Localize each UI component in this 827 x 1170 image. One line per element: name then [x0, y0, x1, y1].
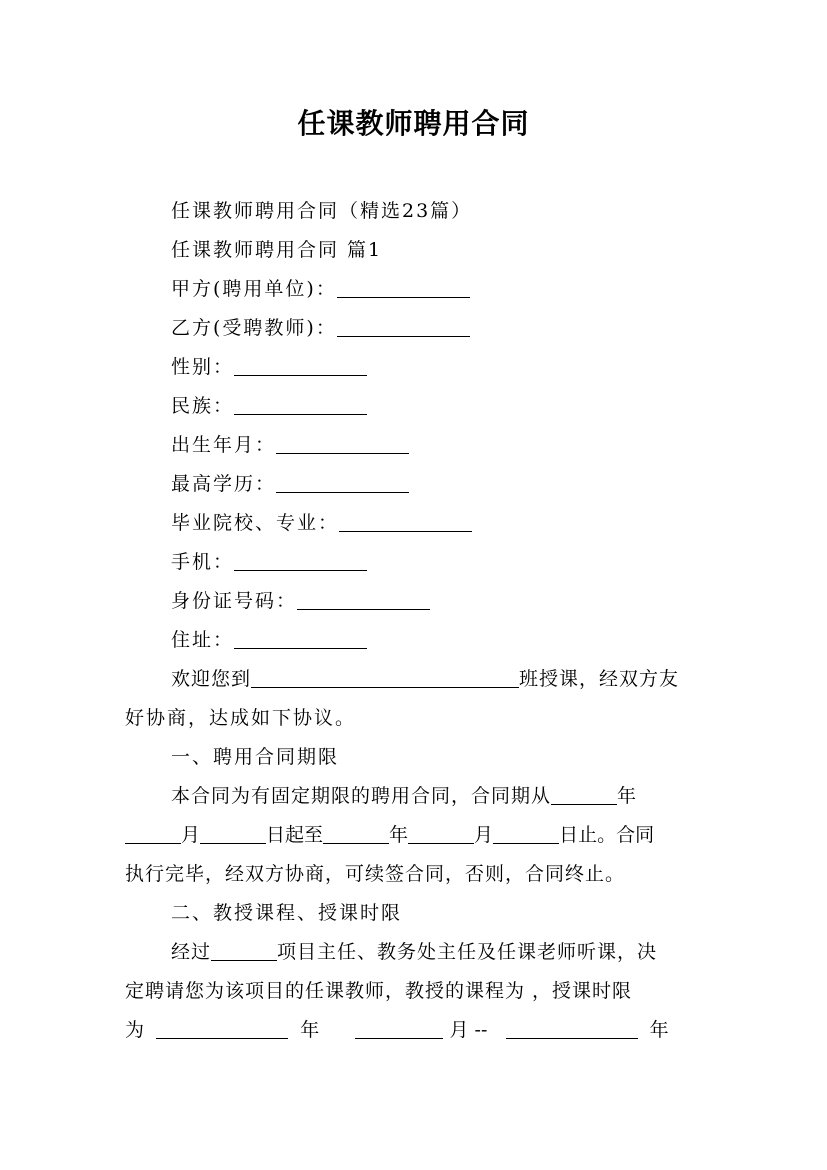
fill-blank [337, 277, 470, 298]
field-label: 最高学历： [171, 473, 277, 495]
field-label: 乙方(受聘教师)： [171, 317, 337, 339]
field-label: 身份证号码： [171, 590, 298, 612]
fill-blank [200, 823, 266, 844]
fill-blank [234, 628, 367, 649]
month-label: 月 -- [449, 1019, 488, 1041]
clause-1-line-1 [171, 782, 637, 810]
clause-2-line-2: 定聘请您为该项目的任课教师，教授的课程为 ，授课时限 [125, 980, 633, 1002]
field-id-number [171, 587, 430, 615]
fill-blank [551, 784, 617, 805]
clause-1-line-2 [125, 821, 701, 849]
fill-blank [337, 316, 470, 337]
field-label: 手机： [171, 551, 235, 573]
day-until-label: 日止。合同 [559, 824, 655, 846]
field-label: 出生年月： [171, 434, 277, 456]
section-heading: 任课教师聘用合同 篇1 [171, 239, 383, 261]
field-label: 毕业院校、专业： [171, 512, 340, 534]
fill-blank [251, 667, 519, 688]
clause-1-text: 本合同为有固定期限的聘用合同，合同期从 [171, 785, 552, 807]
clause-2-text-a: 经过 [171, 941, 212, 963]
fill-blank [408, 823, 474, 844]
field-phone [171, 548, 367, 576]
field-party-a [171, 275, 470, 303]
fill-blank [323, 823, 389, 844]
field-party-b [171, 314, 470, 342]
field-school-major [171, 509, 472, 537]
clause-2-text-b: 项目主任、教务处主任及任课老师听课，决 [277, 941, 658, 963]
welcome-text-a: 欢迎您到 [171, 668, 252, 690]
fill-blank [493, 823, 559, 844]
fill-blank [125, 823, 181, 844]
month-label: 月 [181, 824, 201, 846]
field-birth-date [171, 431, 409, 459]
fill-blank [355, 1018, 443, 1039]
field-address [171, 626, 367, 654]
month-label: 月 [474, 824, 494, 846]
fill-blank [276, 472, 409, 493]
field-ethnicity [171, 392, 367, 420]
clause-1-heading: 一、聘用合同期限 [171, 746, 340, 768]
clause-2-line-1 [171, 938, 657, 966]
fill-blank [506, 1018, 638, 1039]
field-label: 甲方(聘用单位)： [171, 278, 337, 300]
field-label: 民族： [171, 395, 235, 417]
clause-2-line-3 [125, 1016, 701, 1044]
year-label: 年 [649, 1019, 669, 1041]
welcome-text-b: 班授课，经双方友 [519, 668, 680, 690]
clause-2-text-wei: 为 [125, 1019, 145, 1041]
clause-1-line-3: 执行完毕，经双方协商，可续签合同，否则，合同终止。 [125, 863, 626, 885]
field-label: 性别： [171, 356, 235, 378]
fill-blank [234, 394, 367, 415]
field-label: 住址： [171, 629, 235, 651]
fill-blank [234, 355, 367, 376]
field-gender [171, 353, 367, 381]
welcome-line-1 [171, 665, 701, 693]
year-label: 年 [300, 1019, 320, 1041]
day-from-label: 日起至 [266, 824, 324, 846]
year-label: 年 [389, 824, 409, 846]
document-subtitle: 任课教师聘用合同（精选23篇） [171, 200, 473, 222]
fill-blank [276, 433, 409, 454]
fill-blank [211, 940, 277, 961]
clause-2-heading: 二、教授课程、授课时限 [171, 902, 403, 924]
welcome-line-2: 好协商，达成如下协议。 [125, 707, 357, 729]
year-label: 年 [617, 785, 638, 807]
fill-blank [297, 589, 430, 610]
field-education [171, 470, 409, 498]
fill-blank [339, 511, 472, 532]
document-title: 任课教师聘用合同 [297, 107, 530, 140]
fill-blank [234, 550, 367, 571]
fill-blank [156, 1018, 288, 1039]
